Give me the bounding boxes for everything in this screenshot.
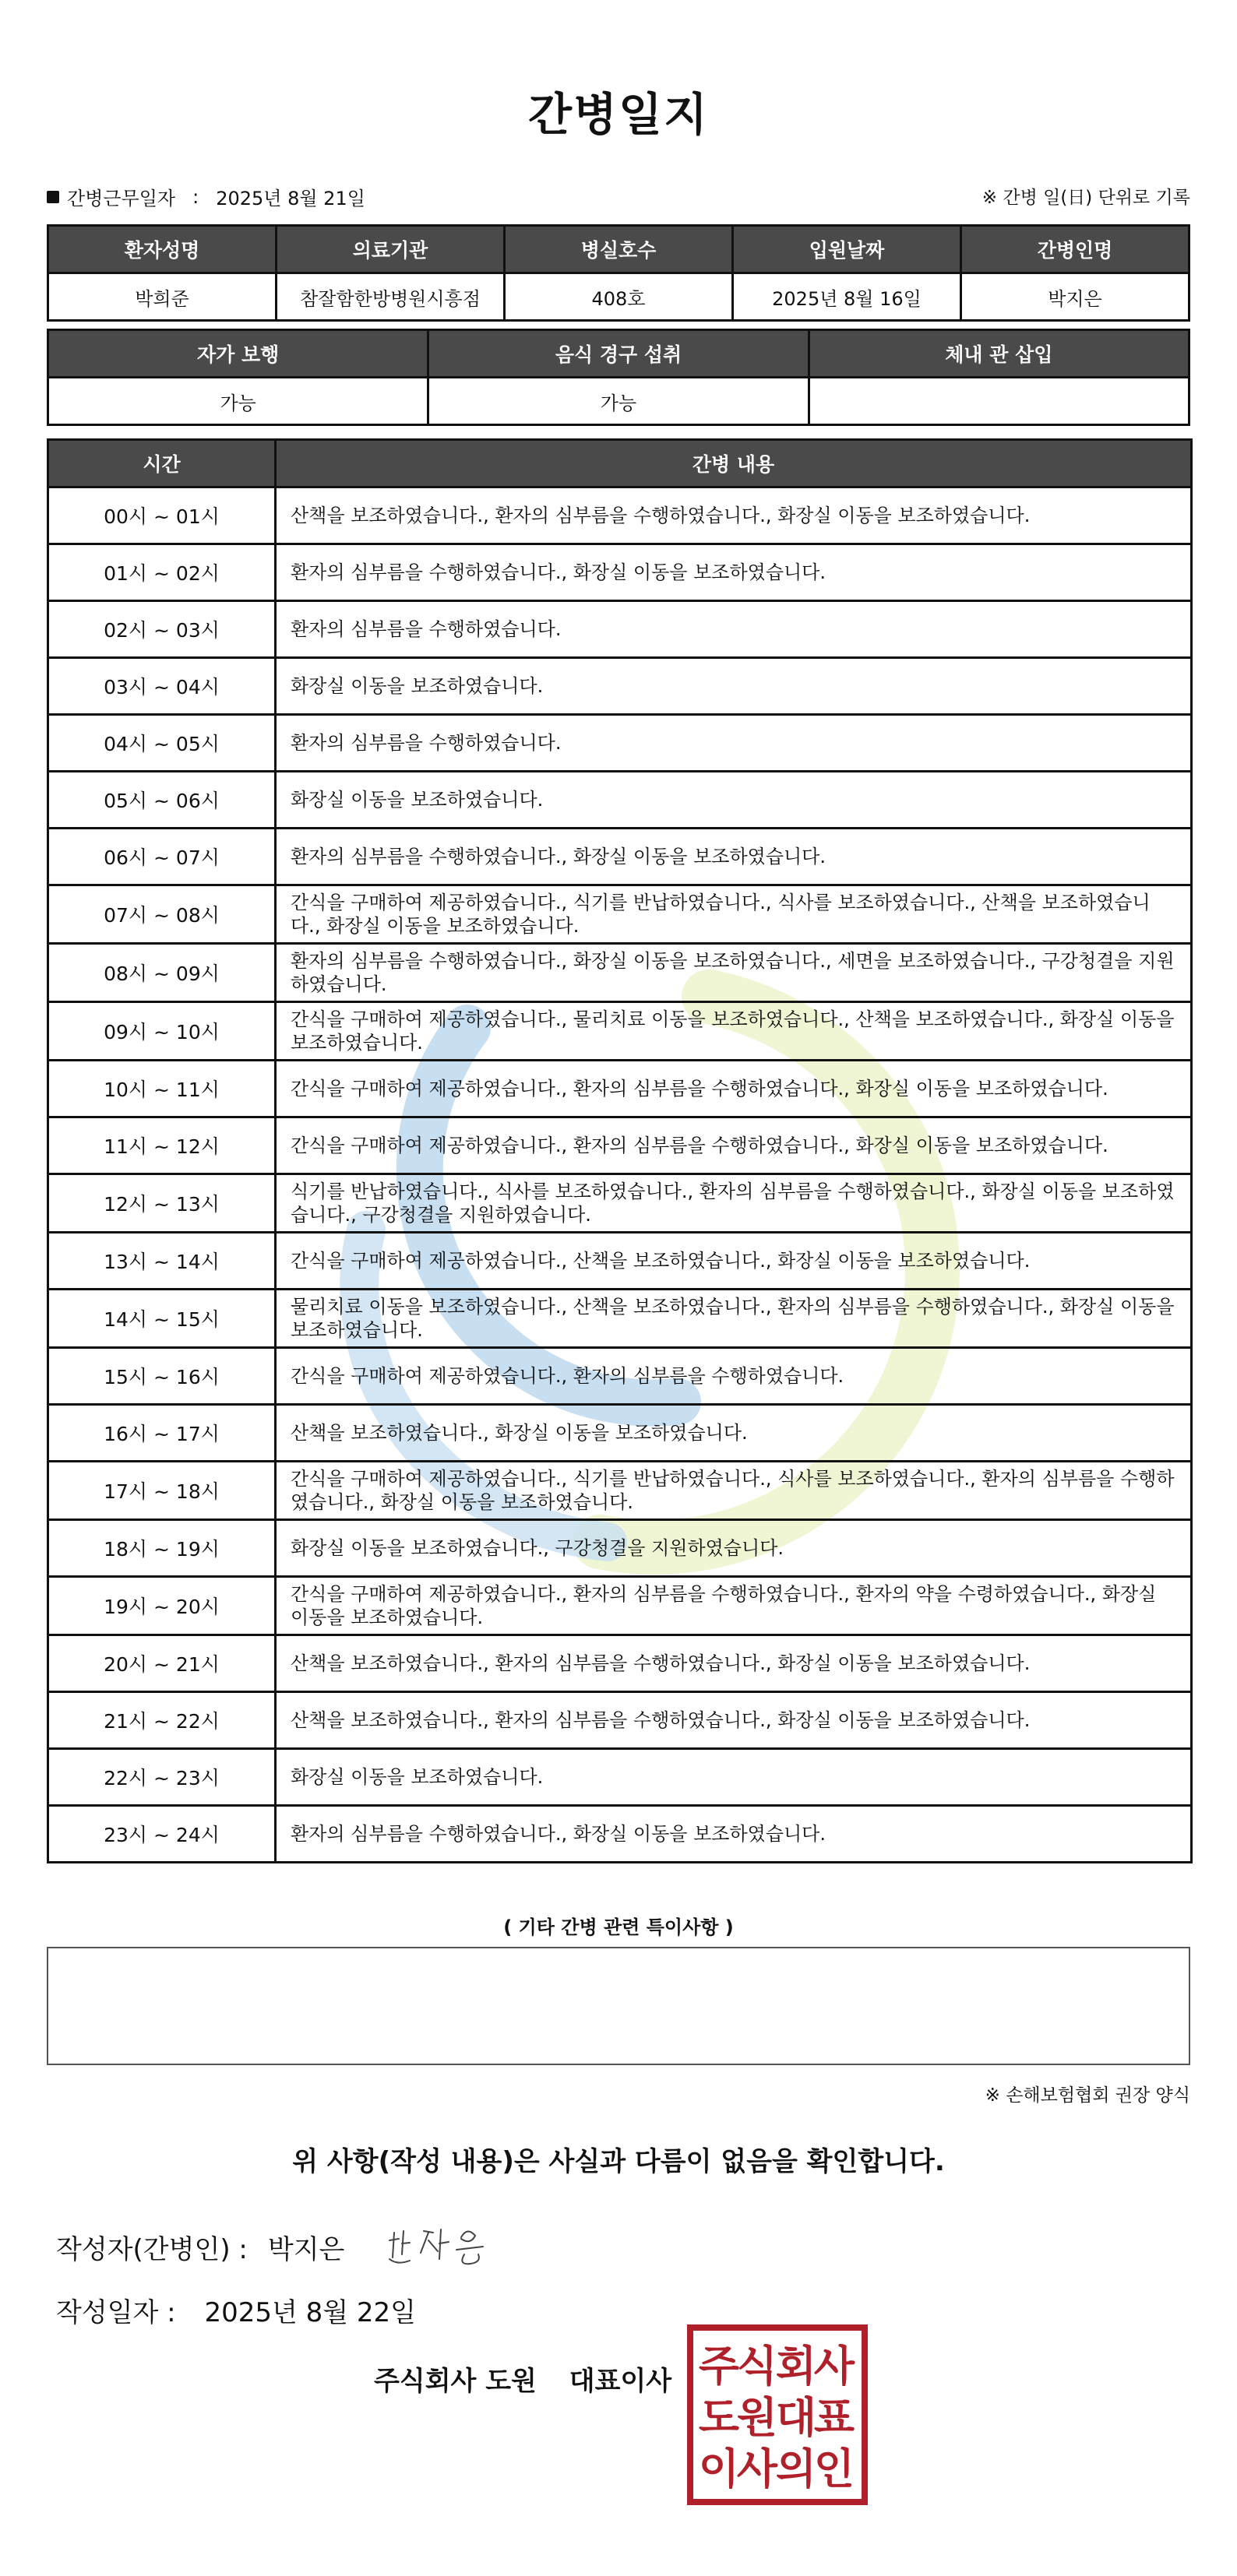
row-time: 02시 ~ 03시 bbox=[48, 601, 276, 658]
patient-info-value-row bbox=[48, 273, 1189, 321]
row-time: 18시 ~ 19시 bbox=[48, 1520, 276, 1577]
row-content: 산책을 보조하였습니다., 화장실 이동을 보조하였습니다. bbox=[276, 1405, 1192, 1462]
recommend-note: ※ 손해보험협회 권장 양식 bbox=[985, 2085, 1190, 2106]
table-row bbox=[48, 829, 1192, 885]
table-row bbox=[48, 1348, 1192, 1405]
table-row bbox=[48, 1290, 1192, 1348]
table-row bbox=[48, 1061, 1192, 1117]
row-content: 간식을 구매하여 제공하였습니다., 환자의 심부름을 수행하였습니다., 환자의 약을 수령하였습니다., 화장실 이동을 보조하였습니다. bbox=[276, 1577, 1192, 1635]
row-time: 10시 ~ 11시 bbox=[48, 1061, 276, 1117]
hospital-name: 참잘함한방병원시흥점 bbox=[277, 273, 505, 321]
work-date bbox=[47, 183, 365, 210]
row-time: 12시 ~ 13시 bbox=[48, 1174, 276, 1233]
table-row bbox=[48, 1117, 1192, 1174]
confirm-statement: 위 사항(작성 내용)은 사실과 다름이 없음을 확인합니다. bbox=[292, 2146, 945, 2177]
table-row bbox=[48, 944, 1192, 1002]
row-content: 산책을 보조하였습니다., 환자의 심부름을 수행하였습니다., 화장실 이동을 보조하였습니다. bbox=[276, 1692, 1192, 1749]
square-bullet-icon bbox=[47, 191, 59, 203]
row-content: 산책을 보조하였습니다., 환자의 심부름을 수행하였습니다., 화장실 이동을 보조하였습니다. bbox=[276, 487, 1192, 544]
row-time: 01시 ~ 02시 bbox=[48, 544, 276, 601]
row-time: 00시 ~ 01시 bbox=[48, 487, 276, 544]
svg-text:주: 주 bbox=[698, 2342, 740, 2391]
row-content: 환자의 심부름을 수행하였습니다., 화장실 이동을 보조하였습니다. bbox=[276, 544, 1192, 601]
svg-text:인: 인 bbox=[813, 2444, 855, 2493]
row-content: 환자의 심부름을 수행하였습니다. bbox=[276, 601, 1192, 658]
row-time: 04시 ~ 05시 bbox=[48, 715, 276, 772]
work-date-colon: : bbox=[192, 185, 199, 208]
row-time: 16시 ~ 17시 bbox=[48, 1405, 276, 1462]
svg-text:도: 도 bbox=[698, 2393, 740, 2442]
writer-name: 박지은 bbox=[267, 2233, 345, 2265]
status-table bbox=[47, 329, 1190, 426]
row-time: 22시 ~ 23시 bbox=[48, 1749, 276, 1806]
row-content: 간식을 구매하여 제공하였습니다., 물리치료 이동을 보조하였습니다., 산책을 보조하였습니다., 화장실 이동을 보조하였습니다. bbox=[276, 1002, 1192, 1061]
row-content: 간식을 구매하여 제공하였습니다., 식기를 반납하였습니다., 식사를 보조하였습니다., 환자의 심부름을 수행하였습니다., 화장실 이동을 보조하였습니다. bbox=[276, 1462, 1192, 1520]
svg-text:사: 사 bbox=[813, 2342, 855, 2391]
header-oral-intake: 음식 경구 섭취 bbox=[428, 330, 809, 378]
row-time: 05시 ~ 06시 bbox=[48, 772, 276, 829]
status-header-row bbox=[48, 330, 1189, 378]
table-row bbox=[48, 1520, 1192, 1577]
row-content: 환자의 심부름을 수행하였습니다. bbox=[276, 715, 1192, 772]
row-content: 간식을 구매하여 제공하였습니다., 환자의 심부름을 수행하였습니다. bbox=[276, 1348, 1192, 1405]
table-row bbox=[48, 1806, 1192, 1863]
row-time: 21시 ~ 22시 bbox=[48, 1692, 276, 1749]
table-row bbox=[48, 1462, 1192, 1520]
row-time: 17시 ~ 18시 bbox=[48, 1462, 276, 1520]
care-log-body bbox=[48, 487, 1192, 1863]
row-time: 11시 ~ 12시 bbox=[48, 1117, 276, 1174]
header-tube-insertion: 체내 관 삽입 bbox=[809, 330, 1189, 378]
table-row bbox=[48, 544, 1192, 601]
table-row bbox=[48, 1577, 1192, 1635]
table-row bbox=[48, 1405, 1192, 1462]
page-title: 간병일지 bbox=[527, 88, 710, 141]
admission-date: 2025년 8월 16일 bbox=[733, 273, 961, 321]
row-time: 06시 ~ 07시 bbox=[48, 829, 276, 885]
writer-label: 작성자(간병인) : bbox=[56, 2233, 248, 2265]
svg-text:이: 이 bbox=[698, 2444, 740, 2493]
caregiver-name: 박지은 bbox=[961, 273, 1189, 321]
row-content: 화장실 이동을 보조하였습니다. bbox=[276, 658, 1192, 715]
unit-note: ※ 간병 일(日) 단위로 기록 bbox=[981, 188, 1190, 208]
header-hospital: 의료기관 bbox=[277, 226, 505, 273]
company-seal-icon bbox=[687, 2324, 868, 2505]
writer-line bbox=[56, 2223, 516, 2270]
remarks-box bbox=[47, 1947, 1190, 2065]
tube-insertion-value bbox=[809, 378, 1189, 425]
row-time: 08시 ~ 09시 bbox=[48, 944, 276, 1002]
remarks-title: ( 기타 간병 관련 특이사항 ) bbox=[503, 1916, 734, 1938]
row-time: 20시 ~ 21시 bbox=[48, 1635, 276, 1692]
row-content: 간식을 구매하여 제공하였습니다., 환자의 심부름을 수행하였습니다., 화장실 이동을 보조하였습니다. bbox=[276, 1117, 1192, 1174]
row-content: 물리치료 이동을 보조하였습니다., 산책을 보조하였습니다., 환자의 심부름을 수행하였습니다., 화장실 이동을 보조하였습니다. bbox=[276, 1290, 1192, 1348]
header-time: 시간 bbox=[48, 440, 276, 487]
table-row bbox=[48, 658, 1192, 715]
written-date-value: 2025년 8월 22일 bbox=[204, 2297, 417, 2328]
row-content: 환자의 심부름을 수행하였습니다., 화장실 이동을 보조하였습니다. bbox=[276, 1806, 1192, 1863]
header-care-content: 간병 내용 bbox=[276, 440, 1192, 487]
row-content: 산책을 보조하였습니다., 환자의 심부름을 수행하였습니다., 화장실 이동을 보조하였습니다. bbox=[276, 1635, 1192, 1692]
company-line bbox=[374, 2360, 671, 2398]
patient-info-header-row bbox=[48, 226, 1189, 273]
row-time: 09시 ~ 10시 bbox=[48, 1002, 276, 1061]
row-time: 19시 ~ 20시 bbox=[48, 1577, 276, 1635]
work-date-value: 2025년 8월 21일 bbox=[216, 188, 365, 209]
written-date-label: 작성일자 : bbox=[56, 2297, 176, 2328]
table-row bbox=[48, 715, 1192, 772]
company-representative: 대표이사 bbox=[569, 2366, 672, 2397]
header-room: 병실호수 bbox=[505, 226, 733, 273]
row-time: 14시 ~ 15시 bbox=[48, 1290, 276, 1348]
row-content: 화장실 이동을 보조하였습니다., 구강청결을 지원하였습니다. bbox=[276, 1520, 1192, 1577]
patient-name: 박희준 bbox=[48, 273, 277, 321]
care-log-table bbox=[47, 438, 1193, 1863]
table-row bbox=[48, 1002, 1192, 1061]
room-number: 408호 bbox=[505, 273, 733, 321]
row-content: 간식을 구매하여 제공하였습니다., 환자의 심부름을 수행하였습니다., 화장실 이동을 보조하였습니다. bbox=[276, 1061, 1192, 1117]
svg-text:의: 의 bbox=[775, 2444, 817, 2493]
header-patient-name: 환자성명 bbox=[48, 226, 277, 273]
work-date-label: 간병근무일자 bbox=[67, 188, 176, 209]
status-value-row bbox=[48, 378, 1189, 425]
row-time: 03시 ~ 04시 bbox=[48, 658, 276, 715]
row-content: 환자의 심부름을 수행하였습니다., 화장실 이동을 보조하였습니다. bbox=[276, 829, 1192, 885]
written-date-line bbox=[56, 2291, 416, 2329]
table-row bbox=[48, 1233, 1192, 1290]
table-row bbox=[48, 1749, 1192, 1806]
row-time: 13시 ~ 14시 bbox=[48, 1233, 276, 1290]
table-row bbox=[48, 885, 1192, 944]
oral-intake-value: 가능 bbox=[428, 378, 809, 425]
row-time: 07시 ~ 08시 bbox=[48, 885, 276, 944]
table-row bbox=[48, 1174, 1192, 1233]
row-content: 화장실 이동을 보조하였습니다. bbox=[276, 772, 1192, 829]
header-self-walking: 자가 보행 bbox=[48, 330, 428, 378]
table-row bbox=[48, 1692, 1192, 1749]
row-content: 환자의 심부름을 수행하였습니다., 화장실 이동을 보조하였습니다., 세면을 보조하였습니다., 구강청결을 지원하였습니다. bbox=[276, 944, 1192, 1002]
meta-row bbox=[47, 183, 1190, 214]
row-time: 23시 ~ 24시 bbox=[48, 1806, 276, 1863]
header-caregiver-name: 간병인명 bbox=[961, 226, 1189, 273]
row-content: 식기를 반납하였습니다., 식사를 보조하였습니다., 환자의 심부름을 수행하였습니다., 화장실 이동을 보조하였습니다., 구강청결을 지원하였습니다. bbox=[276, 1174, 1192, 1233]
table-row bbox=[48, 772, 1192, 829]
svg-text:회: 회 bbox=[775, 2342, 817, 2391]
table-row bbox=[48, 1635, 1192, 1692]
table-row bbox=[48, 601, 1192, 658]
company-name: 주식회사 도원 bbox=[374, 2366, 537, 2397]
row-content: 화장실 이동을 보조하였습니다. bbox=[276, 1749, 1192, 1806]
header-admission-date: 입원날짜 bbox=[733, 226, 961, 273]
svg-text:표: 표 bbox=[813, 2393, 855, 2442]
svg-text:원: 원 bbox=[736, 2393, 778, 2442]
care-log-header-row bbox=[48, 440, 1192, 487]
row-content: 간식을 구매하여 제공하였습니다., 식기를 반납하였습니다., 식사를 보조하였습니다., 산책을 보조하였습니다., 화장실 이동을 보조하였습니다. bbox=[276, 885, 1192, 944]
row-time: 15시 ~ 16시 bbox=[48, 1348, 276, 1405]
table-row bbox=[48, 487, 1192, 544]
svg-text:대: 대 bbox=[775, 2393, 817, 2442]
row-content: 간식을 구매하여 제공하였습니다., 산책을 보조하였습니다., 화장실 이동을 보조하였습니다. bbox=[276, 1233, 1192, 1290]
handwritten-signature bbox=[383, 2223, 516, 2270]
svg-text:식: 식 bbox=[736, 2342, 778, 2391]
patient-info-table bbox=[47, 224, 1190, 322]
self-walking-value: 가능 bbox=[48, 378, 428, 425]
svg-text:사: 사 bbox=[736, 2444, 778, 2493]
